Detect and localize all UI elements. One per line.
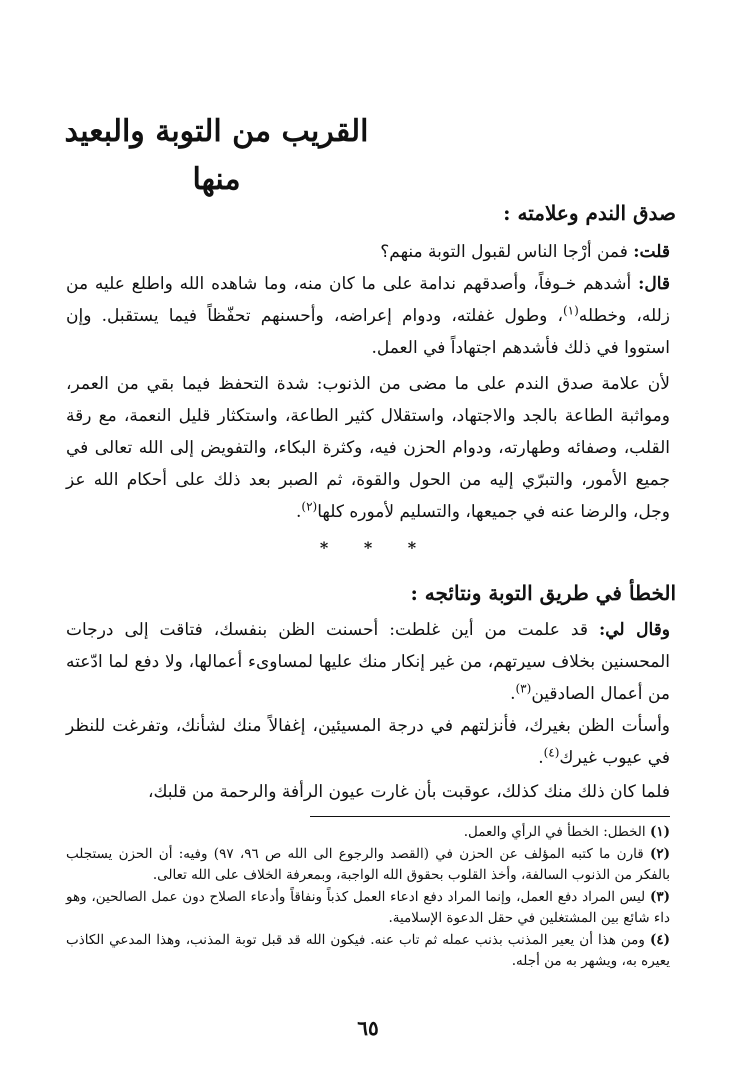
mistake-text-2-end: .	[538, 748, 544, 768]
question-text: فمن أرْجا الناس لقبول التوبة منهم؟	[380, 242, 628, 262]
footnote-divider	[310, 816, 670, 817]
mistake-paragraph-3: فلما كان ذلك منك كذلك، عوقبت بأن غارت عيون الرأفة والرحمة من قلبك،	[147, 782, 670, 802]
footnote-number: (١)	[649, 824, 670, 840]
footnote-3	[66, 887, 670, 930]
footnotes	[66, 822, 670, 973]
remorse-sign-paragraph	[66, 368, 670, 528]
footnote-ref-4: (٤)	[543, 745, 560, 760]
footnote-text: الخطل: الخطأ في الرأي والعمل.	[463, 824, 646, 840]
answer-paragraph	[66, 268, 670, 364]
answer-text-cont: ، وطول غفلته، ودوام إعراضه، وأحسنهم تحفّظاً فيما يستقبل. وإن استووا في ذلك فأشدهم اجتهاداً في العمل.	[66, 306, 670, 358]
answer-text: أشدهم خـوفاً، وأصدقهم ندامة على ما كان منه، وما شاهده الله واطلع عليه من زلله، وخطله	[66, 274, 670, 326]
mistake-text-1-end: .	[510, 684, 516, 704]
footnote-ref-2: (٢)	[301, 499, 318, 514]
mistake-paragraph-1	[66, 614, 670, 710]
section-heading-mistake: الخطأ في طريق التوبة ونتائجه :	[410, 581, 676, 605]
footnote-number: (٣)	[649, 888, 670, 905]
footnote-text: ومن هذا أن يعير المذنب بذنب عمله ثم تاب عنه. فيكون الله قد قبل توبة المذنب، وهذا المدعي الكاذب يعيره به، ويشهر به من أجله.	[66, 931, 670, 969]
mistake-text-2: وأسأت الظن بغيرك، فأنزلتهم في درجة المسيئين، إغفالاً منك لشأنك، وتفرغت للنظر في عيوب غيرك	[66, 716, 670, 768]
footnote-ref-1: (١)	[562, 303, 579, 318]
footnote-number: (٢)	[649, 845, 670, 862]
footnote-2	[66, 844, 670, 887]
section-separator: * * *	[319, 538, 417, 557]
footnote-text: ليس المراد دفع العمل، وإنما المراد دفع ادعاء العمل كذباً ونفاقاً وأدعاء الصلاح دون عمل الصالحين، وهو داء شائع بين المشتغلين في حقل الدعوة الإسلامية.	[66, 888, 670, 926]
page-number: ٦٥	[357, 1016, 379, 1040]
footnote-1	[66, 822, 670, 844]
footnote-text: قارن ما كتبه المؤلف عن الحزن في (القصد والرجوع الى الله ص ٩٦، ٩٧) وفيه: أن الحزن يستجلب بالفكر من الذنوب السالفة، وأخذ القلوب بحقوق الله الواجبة، وبمعرفة الخلاف على الله تعالى.	[66, 845, 670, 883]
mistake-lead: وقال لي:	[598, 620, 670, 640]
question-lead: قلت:	[633, 242, 670, 262]
remorse-sign-end: .	[295, 502, 302, 522]
question-paragraph	[66, 236, 670, 268]
footnote-4	[66, 930, 670, 973]
chapter-title: القريب من التوبة والبعيد منها	[64, 114, 369, 197]
answer-lead: قال:	[638, 274, 671, 294]
remorse-sign-text: لأن علامة صدق الندم على ما مضى من الذنوب: شدة التحفظ فيما بقي من العمر، ومواثبة الطاعة بالجد والاجتهاد، واستقلال كثير الطاعة، واستكثار قليل النعمة، مع رقة القلب، وصفائه وطهارته، ودوام الحزن فيه، وكثرة البكاء، والتفويض إلى الله تعالى في جميع الأمور، والتبرّي إليه من الحول والقوة، ثم الصبر بعد ذلك على أحكام الله عز وجل، والرضا عنه في جميعها، والتسليم لأموره كلها	[66, 374, 670, 522]
mistake-paragraph-2	[66, 710, 670, 774]
mistake-text-1: قد علمت من أين غلطت: أحسنت الظن بنفسك، فتاقت إلى درجات المحسنين بخلاف سيرتهم، من غير إنكار منك عليها لمساوىء أعمالها، ولا دفع لما ادّعته من أعمال الصادقين	[66, 620, 670, 704]
footnote-number: (٤)	[649, 931, 670, 948]
footnote-ref-3: (٣)	[515, 681, 532, 696]
section-heading-remorse: صدق الندم وعلامته :	[503, 201, 676, 225]
